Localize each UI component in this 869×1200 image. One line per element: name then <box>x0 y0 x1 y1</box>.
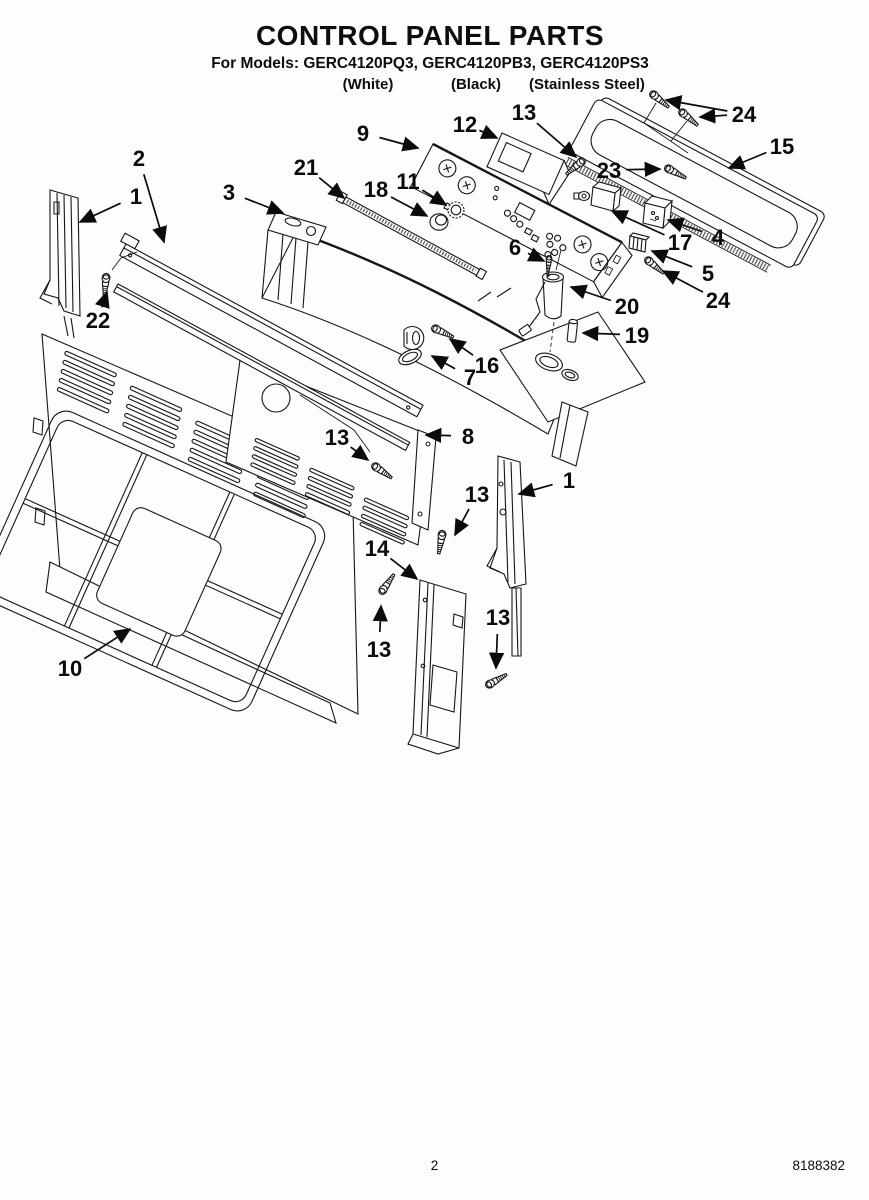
part-callout-13: 13 <box>366 637 392 662</box>
callout-leader-2 <box>144 174 164 242</box>
part-spark-module <box>643 196 672 228</box>
part-callout-16: 16 <box>474 353 500 378</box>
finish-labels <box>0 76 869 94</box>
callout-leader-21 <box>319 178 344 198</box>
callout-leader-13 <box>455 509 469 535</box>
callout-leader-1 <box>80 203 121 222</box>
screw-13-b <box>435 530 447 555</box>
part-callout-21: 21 <box>293 155 319 180</box>
part-callout-14: 14 <box>364 536 390 561</box>
page-header <box>0 20 860 73</box>
callout-leader-18 <box>391 197 427 216</box>
part-end-trim-left <box>40 190 80 338</box>
part-callout-1: 1 <box>129 184 143 209</box>
screw-24-c <box>643 255 666 276</box>
screw-6 <box>545 255 552 273</box>
callout-leader-15 <box>729 153 766 169</box>
screw-24-b <box>677 107 700 128</box>
callout-leader-24 <box>666 100 727 111</box>
part-callout-4: 4 <box>711 225 725 250</box>
finish-stainless: (Stainless Steel) <box>529 76 645 93</box>
part-callout-1: 1 <box>562 468 576 493</box>
page-number: 2 <box>430 1158 439 1173</box>
part-callout-24: 24 <box>731 102 757 127</box>
screw-13-d <box>484 671 508 690</box>
part-switch <box>574 182 621 211</box>
part-callout-12: 12 <box>452 112 478 137</box>
part-callout-18: 18 <box>363 177 389 202</box>
part-callout-15: 15 <box>769 134 795 159</box>
callout-leader-12 <box>479 130 497 138</box>
part-callout-23: 23 <box>596 158 622 183</box>
part-knob-clip <box>444 202 464 218</box>
part-callout-13: 13 <box>464 482 490 507</box>
page-title: CONTROL PANEL PARTS <box>255 20 605 51</box>
callout-leader-24 <box>663 271 703 292</box>
part-thermostat-knob <box>404 326 424 349</box>
part-callout-3: 3 <box>222 180 236 205</box>
callout-leader-13 <box>380 606 381 632</box>
callout-leader-8 <box>426 435 451 436</box>
part-callout-17: 17 <box>667 230 693 255</box>
part-callout-5: 5 <box>701 261 715 286</box>
part-callout-7: 7 <box>463 365 477 390</box>
part-callout-10: 10 <box>57 656 83 681</box>
part-callout-20: 20 <box>614 294 640 319</box>
callout-leader-23 <box>626 169 660 170</box>
screw-13-c <box>377 572 397 596</box>
callout-leader-9 <box>379 138 418 149</box>
part-callout-19: 19 <box>624 323 650 348</box>
part-callout-6: 6 <box>508 235 522 260</box>
part-knob-disc <box>430 214 448 230</box>
finish-black: (Black) <box>450 76 502 93</box>
screw-22 <box>100 273 110 297</box>
finish-white: (White) <box>342 76 394 93</box>
part-callout-24: 24 <box>705 288 731 313</box>
part-callout-13: 13 <box>485 605 511 630</box>
part-callout-22: 22 <box>85 308 111 333</box>
part-filler-bracket <box>408 580 466 754</box>
part-callout-9: 9 <box>356 121 370 146</box>
part-callout-11: 11 <box>396 169 420 194</box>
models-line: For Models: GERC4120PQ3, GERC4120PB3, GERC4120PS3 <box>211 55 649 72</box>
part-callout-8: 8 <box>461 424 475 449</box>
callout-leader-3 <box>245 198 283 213</box>
part-callout-13: 13 <box>324 425 350 450</box>
callout-leader-24 <box>700 115 727 117</box>
document-number: 8188382 <box>792 1158 845 1173</box>
callout-leader-13 <box>496 634 497 668</box>
screw-13-top <box>564 156 587 177</box>
callout-leader-1 <box>519 485 553 494</box>
part-callout-13: 13 <box>511 100 537 125</box>
part-callout-2: 2 <box>132 146 146 171</box>
part-terminal-block <box>629 233 649 252</box>
part-spacer <box>567 319 578 342</box>
